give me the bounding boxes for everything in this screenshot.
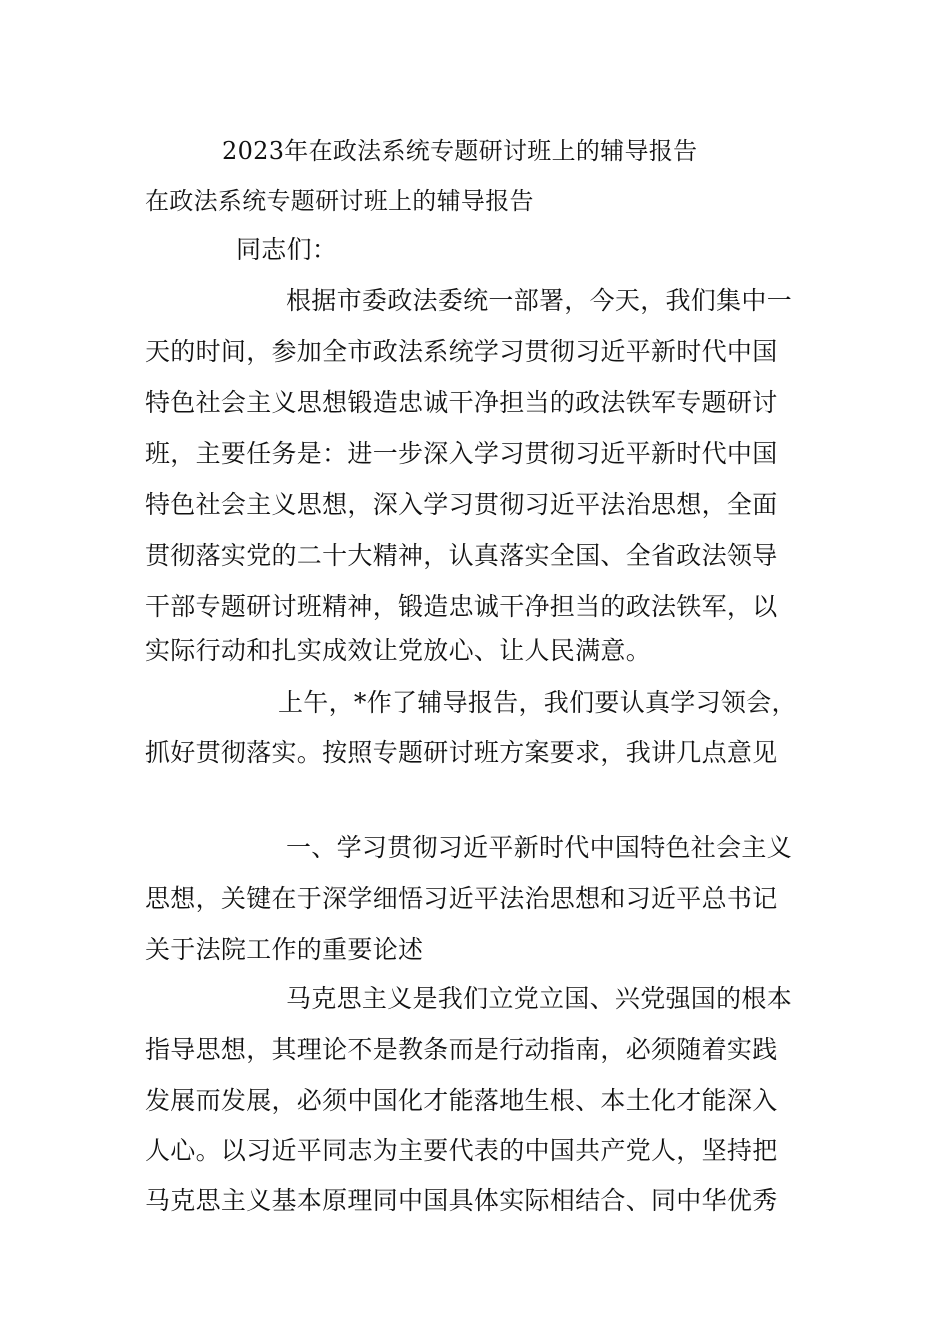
paragraph-line: 贯彻落实党的二十大精神，认真落实全国、全省政法领导 xyxy=(145,541,778,570)
paragraph-line: 马克思主义基本原理同中国具体实际相结合、同中华优秀 xyxy=(145,1186,778,1215)
section-heading-line: 一、学习贯彻习近平新时代中国特色社会主义 xyxy=(286,833,793,862)
paragraph-line: 上午，*作了辅导报告，我们要认真学习领会， xyxy=(278,688,797,717)
document-title: 2023年在政法系统专题研讨班上的辅导报告 xyxy=(222,137,698,165)
document-subtitle: 在政法系统专题研讨班上的辅导报告 xyxy=(145,187,534,215)
paragraph-line: 马克思主义是我们立党立国、兴党强国的根本 xyxy=(286,984,793,1013)
paragraph-line: 干部专题研讨班精神，锻造忠诚干净担当的政法铁军，以 xyxy=(145,592,778,621)
paragraph-line: 班，主要任务是：进一步深入学习贯彻习近平新时代中国 xyxy=(145,439,778,468)
paragraph-line: 天的时间，参加全市政法系统学习贯彻习近平新时代中国 xyxy=(145,337,778,366)
paragraph-line: 特色社会主义思想，深入学习贯彻习近平法治思想，全面 xyxy=(145,490,778,519)
paragraph-line: 根据市委政法委统一部署，今天，我们集中一 xyxy=(286,286,793,315)
section-heading-line: 思想，关键在于深学细悟习近平法治思想和习近平总书记 xyxy=(145,884,778,913)
paragraph-line: 人心。以习近平同志为主要代表的中国共产党人，坚持把 xyxy=(145,1136,778,1165)
paragraph-line: 特色社会主义思想锻造忠诚干净担当的政法铁军专题研讨 xyxy=(145,388,778,417)
paragraph-line: 实际行动和扎实成效让党放心、让人民满意。 xyxy=(145,636,652,665)
paragraph-line: 发展而发展，必须中国化才能落地生根、本土化才能深入 xyxy=(145,1086,778,1115)
paragraph-line: 抓好贯彻落实。按照专题研讨班方案要求，我讲几点意见 xyxy=(145,738,778,767)
section-heading-line: 关于法院工作的重要论述 xyxy=(145,935,424,964)
salutation: 同志们： xyxy=(236,235,338,264)
paragraph-line: 指导思想，其理论不是教条而是行动指南，必须随着实践 xyxy=(145,1035,778,1064)
